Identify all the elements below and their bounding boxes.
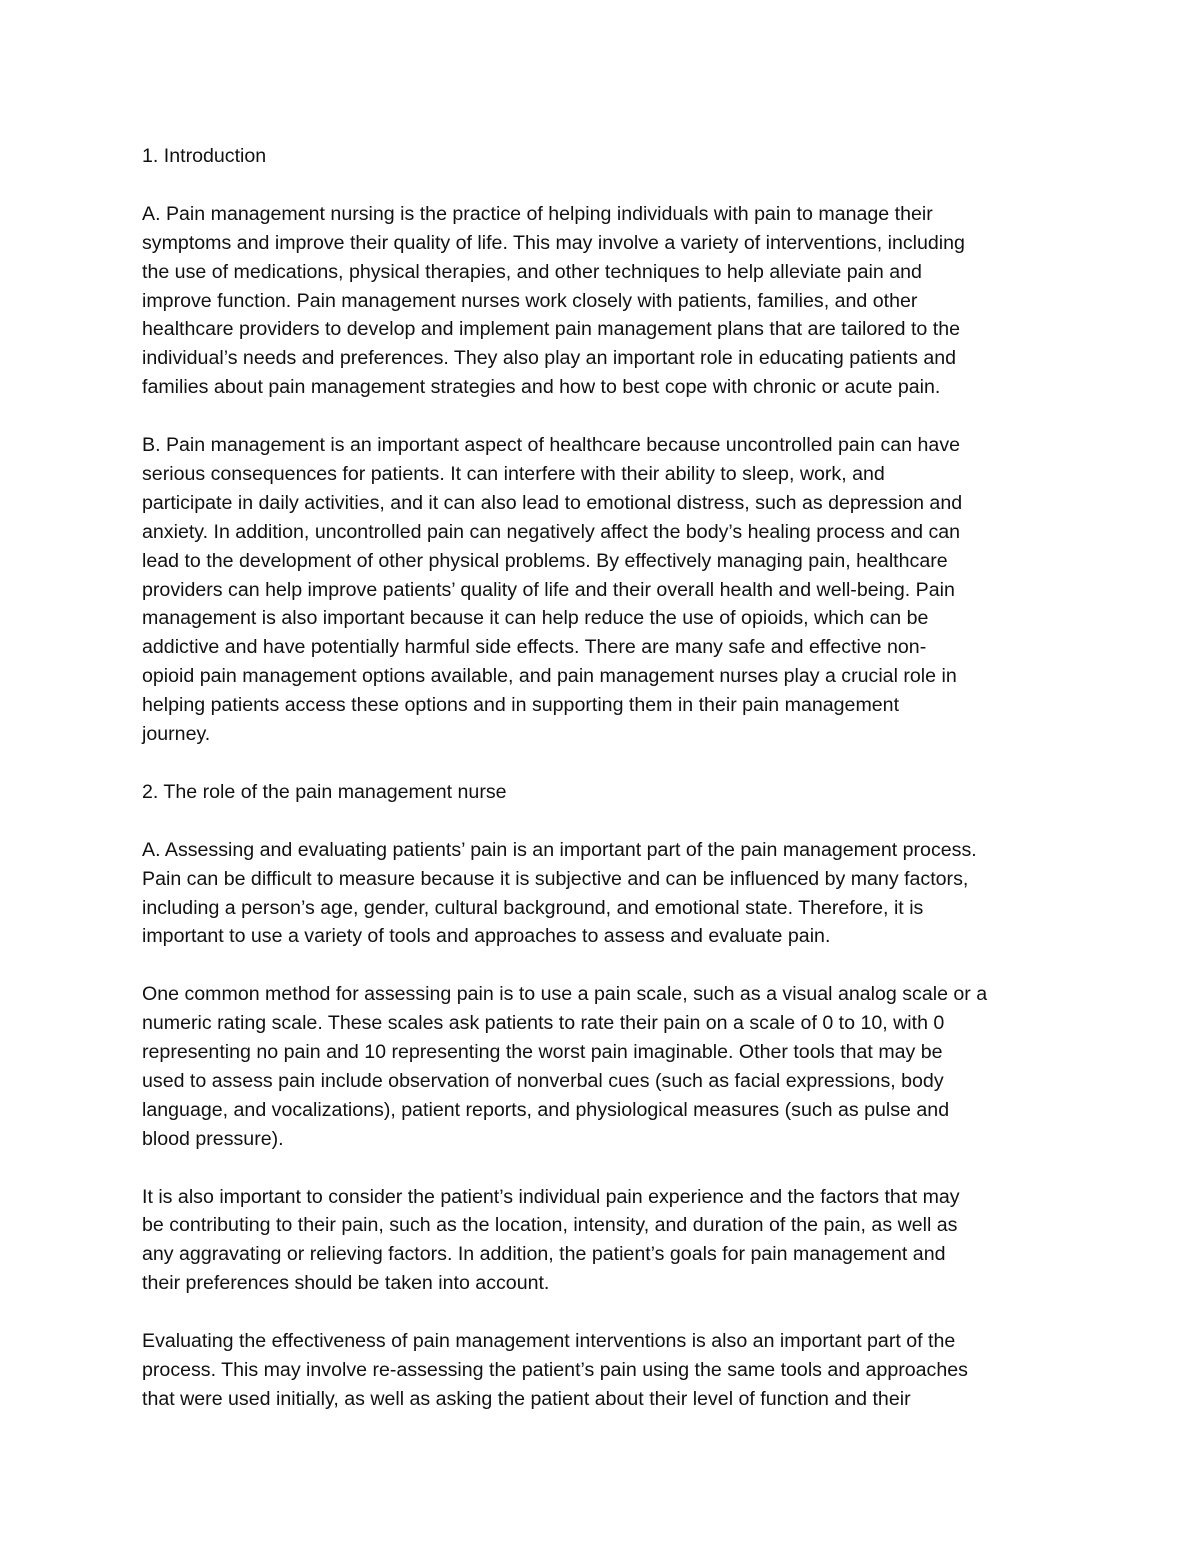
paragraph-line: management is also important because it can help reduce the use of opioids, which can be [142, 607, 929, 630]
heading-text: 1. Introduction [142, 145, 267, 167]
paragraph-line: It is also important to consider the patient’s individual pain experience and the factors that may [142, 1185, 960, 1208]
paragraph-line: B. Pain management is an important aspect of healthcare because uncontrolled pain can have [142, 434, 961, 457]
para-role-a [142, 836, 1067, 952]
paragraph-line: providers can help improve patients’ quality of life and their overall health and well-being. Pain [142, 578, 955, 601]
paragraph-line: opioid pain management options available, and pain management nurses play a crucial role in [142, 665, 957, 688]
paragraph-line: be contributing to their pain, such as the location, intensity, and duration of the pain, as well as [142, 1214, 958, 1237]
paragraph-line: serious consequences for patients. It can interfere with their ability to sleep, work, and [142, 462, 885, 485]
paragraph-line: participate in daily activities, and it can also lead to emotional distress, such as depression and [142, 491, 963, 514]
paragraph-line: Evaluating the effectiveness of pain management interventions is also an important part of the [142, 1330, 956, 1353]
paragraph-line: Pain can be difficult to measure because it is subjective and can be influenced by many factors, [142, 867, 969, 890]
paragraph-line: families about pain management strategies and how to best cope with chronic or acute pain. [142, 376, 941, 399]
paragraph-line: numeric rating scale. These scales ask patients to rate their pain on a scale of 0 to 10, with 0 [142, 1012, 945, 1035]
heading-text: 2. The role of the pain management nurse [142, 780, 507, 803]
paragraph-line: important to use a variety of tools and approaches to assess and evaluate pain. [142, 925, 831, 948]
paragraph-line: any aggravating or relieving factors. In addition, the patient’s goals for pain management and [142, 1243, 946, 1266]
para-pain-scale [142, 980, 1067, 1153]
paragraph-line: blood pressure). [142, 1127, 284, 1150]
paragraph-line: used to assess pain include observation of nonverbal cues (such as facial expressions, body [142, 1069, 944, 1092]
paragraph-line: individual’s needs and preferences. They also play an important role in educating patients and [142, 347, 957, 370]
paragraph-line: including a person’s age, gender, cultural background, and emotional state. Therefore, it is [142, 896, 924, 919]
para-individual-experience [142, 1183, 1067, 1299]
paragraph-line: that were used initially, as well as asking the patient about their level of function and their [142, 1387, 911, 1410]
paragraph-line: journey. [142, 723, 211, 746]
paragraph-line: improve function. Pain management nurses work closely with patients, families, and other [142, 289, 918, 312]
para-evaluating [142, 1327, 1067, 1414]
paragraph-line: language, and vocalizations), patient reports, and physiological measures (such as pulse and [142, 1098, 950, 1121]
document-body [142, 142, 1067, 1443]
paragraph-line: the use of medications, physical therapies, and other techniques to help alleviate pain and [142, 260, 922, 283]
paragraph-line: representing no pain and 10 representing the worst pain imaginable. Other tools that may be [142, 1041, 943, 1064]
paragraph-line: symptoms and improve their quality of life. This may involve a variety of interventions, including [142, 231, 965, 254]
para-intro-b [142, 431, 1067, 749]
paragraph-line: anxiety. In addition, uncontrolled pain can negatively affect the body’s healing process and can [142, 520, 961, 543]
paragraph-line: A. Assessing and evaluating patients’ pain is an important part of the pain management process. [142, 838, 977, 861]
paragraph-line: healthcare providers to develop and implement pain management plans that are tailored to the [142, 318, 961, 341]
paragraph-line: lead to the development of other physical problems. By effectively managing pain, healthcare [142, 549, 948, 572]
heading-role [142, 778, 1067, 807]
paragraph-line: One common method for assessing pain is to use a pain scale, such as a visual analog scale or a [142, 983, 988, 1006]
paragraph-line: addictive and have potentially harmful side effects. There are many safe and effective non- [142, 636, 927, 659]
paragraph-line: helping patients access these options and in supporting them in their pain management [142, 694, 900, 717]
paragraph-line: process. This may involve re-assessing the patient’s pain using the same tools and approaches [142, 1358, 968, 1381]
para-intro-a [142, 200, 1067, 402]
heading-introduction [142, 142, 1067, 171]
paragraph-line: A. Pain management nursing is the practice of helping individuals with pain to manage their [142, 202, 933, 225]
paragraph-line: their preferences should be taken into account. [142, 1272, 550, 1295]
